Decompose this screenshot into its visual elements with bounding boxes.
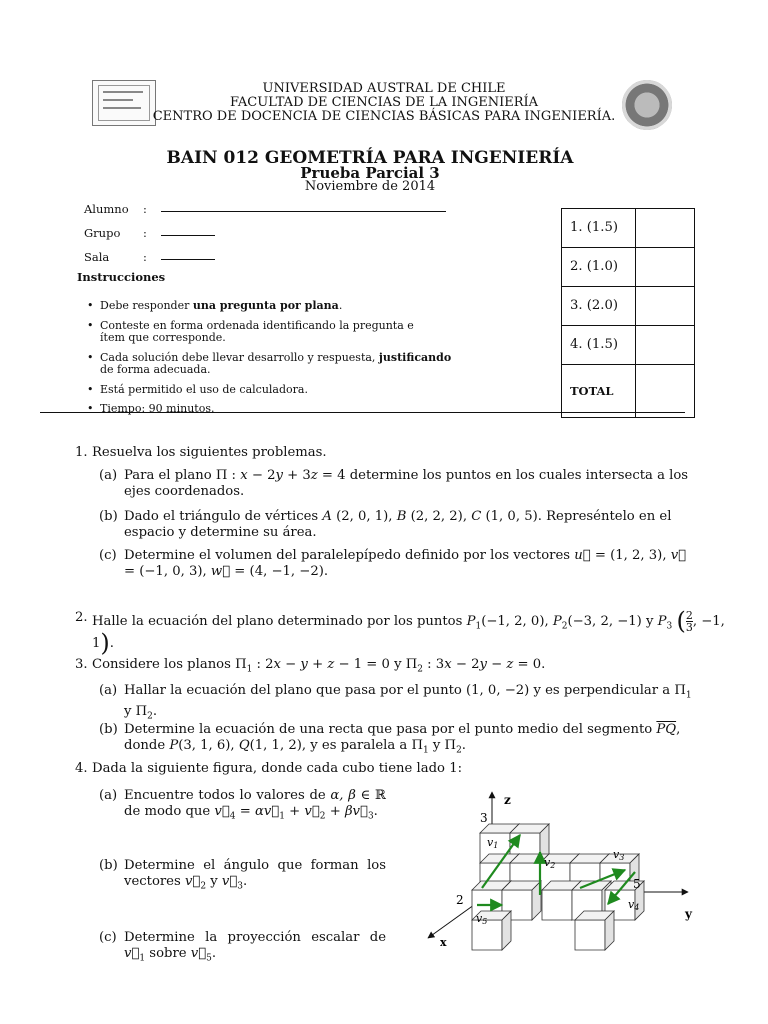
q4c-label: (c) — [99, 930, 117, 945]
q1-text: Resuelva los siguientes problemas. — [92, 445, 327, 460]
q4b-text: Determine el ángulo que forman los vectores $v⃗_2$ y $v⃗_3$. — [124, 858, 386, 892]
q3b-label: (b) — [99, 722, 118, 737]
instruction-item: • Conteste en forma ordenada identificando la pregunta e ítem que corresponde. — [84, 320, 440, 345]
header-center: CENTRO DE DOCENCIA DE CIENCIAS BÁSICAS PARA INGENIERÍA. — [152, 109, 616, 124]
instruction-item: • Tiempo: 90 minutos. — [84, 403, 484, 416]
q3-number: 3. — [75, 657, 88, 672]
instructions-list — [84, 300, 484, 423]
instructions-heading: Instrucciones — [77, 270, 166, 284]
score-total-cell[interactable] — [636, 365, 695, 418]
exam-date: Noviembre de 2014 — [304, 179, 436, 194]
q1a-text: Para el plano Π : x − 2y + 3z = 4 determine los puntos en los cuales intersecta a los ejes coordenados. — [124, 468, 689, 499]
label-v3: v3 — [613, 848, 625, 862]
label-5: 5 — [633, 877, 641, 891]
q4-number: 4. — [75, 761, 88, 776]
q3a-label: (a) — [99, 683, 118, 698]
score-row-label: 2. (1.0) — [562, 248, 636, 287]
cubes-figure — [420, 780, 710, 955]
q4b-label: (b) — [99, 858, 118, 873]
field-sala-line[interactable] — [161, 259, 215, 260]
field-grupo-label: Grupo — [84, 226, 121, 240]
score-total-label: TOTAL — [562, 365, 636, 418]
exam-title: Prueba Parcial 3 — [300, 164, 440, 182]
q1b-label: (b) — [99, 509, 118, 524]
q1c-label: (c) — [99, 548, 117, 563]
label-2: 2 — [456, 893, 464, 907]
field-alumno-sep: : — [143, 202, 147, 216]
q3-text: Considere los planos $\Pi_1$ : 2x − y + z − 1 = 0 y $\Pi_2$ : 3x − 2y − z = 0. — [92, 657, 546, 675]
score-cell[interactable] — [636, 287, 695, 326]
field-alumno-label: Alumno — [84, 202, 129, 216]
q2-number: 2. — [75, 610, 88, 625]
q1b-text: Dado el triángulo de vértices A (2, 0, 1), B (2, 2, 2), C (1, 0, 5). Represéntelo en el espacio y determine su área. — [124, 509, 672, 540]
score-cell[interactable] — [636, 248, 695, 287]
axis-x-label: x — [440, 936, 447, 949]
q4a-text: Encuentre todos lo valores de α, β ∈ ℝ de modo que $v⃗_4$ = $\alpha v⃗_1$ + $v⃗_2$ + $\beta v⃗_3$. — [124, 788, 386, 822]
label-v5: v5 — [476, 912, 488, 926]
field-sala-sep: : — [143, 250, 147, 264]
q4c-text: Determine la proyección escalar de $v⃗_1$ sobre $v⃗_5$. — [124, 930, 386, 964]
instruction-item: • Está permitido el uso de calculadora. — [84, 384, 484, 397]
label-v2: v2 — [544, 856, 556, 870]
field-sala-label: Sala — [84, 250, 110, 264]
instruction-item: • Debe responder una pregunta por plana. — [84, 300, 484, 313]
axis-y-label: y — [685, 907, 692, 921]
score-row-label: 4. (1.5) — [562, 326, 636, 365]
header-faculty: FACULTAD DE CIENCIAS DE LA INGENIERÍA — [229, 95, 539, 110]
cube — [575, 911, 614, 950]
q1c-text: Determine el volumen del paralelepípedo definido por los vectores u⃗ = (1, 2, 3), v⃗ = (−1, 0, 3), w⃗ = (4, −1, −2). — [124, 548, 687, 579]
label-3: 3 — [480, 811, 488, 825]
header-divider — [40, 412, 685, 413]
course-title: BAIN 012 GEOMETRÍA PARA INGENIERÍA — [166, 148, 574, 168]
score-cell[interactable] — [636, 209, 695, 248]
label-v1: v1 — [487, 836, 499, 850]
score-table — [561, 208, 695, 418]
q1-number: 1. — [75, 445, 88, 460]
q4a-label: (a) — [99, 788, 118, 803]
field-alumno-line[interactable] — [161, 211, 446, 212]
q3a-text: Hallar la ecuación del plano que pasa por el punto (1, 0, −2) y es perpendicular a $\Pi_1$ y $\Pi_2$. — [124, 683, 692, 722]
score-row-label: 1. (1.5) — [562, 209, 636, 248]
instruction-item: • Cada solución debe llevar desarrollo y respuesta, justificando de forma adecuada. — [84, 352, 460, 377]
q3b-text: Determine la ecuación de una recta que pasa por el punto medio del segmento $\overline{PQ}$, donde P(3, 1, 6), Q(1, 1, 2), y es paralela a $\Pi_1$ y $\Pi_2$. — [124, 722, 681, 756]
score-row-label: 3. (2.0) — [562, 287, 636, 326]
axis-z-label: z — [504, 793, 511, 807]
q4-text: Dada la siguiente figura, donde cada cubo tiene lado 1: — [92, 761, 463, 776]
q1a-label: (a) — [99, 468, 118, 483]
field-grupo-sep: : — [143, 226, 147, 240]
score-cell[interactable] — [636, 326, 695, 365]
header-university: UNIVERSIDAD AUSTRAL DE CHILE — [262, 81, 506, 96]
label-v4: v4 — [628, 898, 640, 912]
field-grupo-line[interactable] — [161, 235, 215, 236]
q2-text: Halle la ecuación del plano determinado por los puntos $P_1(-1$, 2, 0), $P_2(-3$, 2, −1) y $P_3$ ( $\frac{2}{3}$ , −1, 1). — [92, 607, 725, 657]
